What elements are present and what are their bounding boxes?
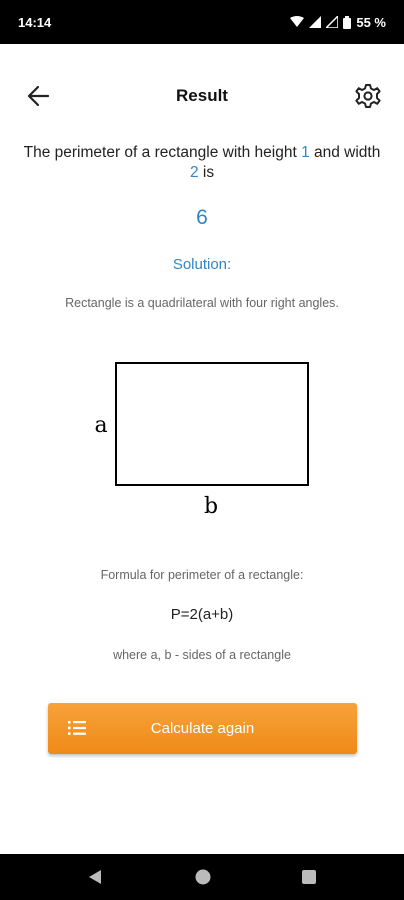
side-a-label: a <box>94 413 108 438</box>
battery-level: 55 % <box>356 14 386 30</box>
system-nav-bar <box>0 854 404 900</box>
settings-button[interactable] <box>352 80 384 112</box>
triangle-back-icon[interactable] <box>86 868 104 886</box>
gear-icon <box>352 80 384 112</box>
height-value: 1 <box>301 144 310 161</box>
question-prefix: The perimeter of a rectangle with height <box>23 144 302 161</box>
width-value: 2 <box>189 164 199 181</box>
question-text <box>20 143 384 183</box>
status-bar <box>0 0 404 44</box>
question-suffix: is <box>198 164 215 181</box>
formula-note: where a, b - sides of a rectangle <box>113 648 291 662</box>
result-value: 6 <box>196 206 208 229</box>
signal-icon <box>309 16 321 28</box>
formula-label: Formula for perimeter of a rectangle: <box>100 568 304 582</box>
formula-expression: P=2(a+b) <box>170 606 234 623</box>
rectangle-description: Rectangle is a quadrilateral with four right angles. <box>65 296 339 310</box>
question-middle: and width <box>309 144 381 161</box>
page-title: Result <box>176 86 228 105</box>
status-icons <box>290 15 386 30</box>
circle-home-icon[interactable] <box>194 868 212 886</box>
side-b-label: b <box>203 494 219 519</box>
solution-label: Solution: <box>172 256 232 273</box>
wifi-icon <box>290 16 304 28</box>
app-bar <box>0 72 404 120</box>
rectangle-shape <box>116 363 308 485</box>
battery-icon <box>343 16 351 29</box>
calculate-again-button[interactable] <box>48 703 357 754</box>
rectangle-diagram <box>0 350 404 530</box>
calculate-again-label: Calculate again <box>150 720 255 737</box>
square-recents-icon[interactable] <box>301 868 317 886</box>
status-time: 14:14 <box>18 14 52 30</box>
list-icon <box>68 720 86 736</box>
signal-icon-2 <box>326 16 338 28</box>
